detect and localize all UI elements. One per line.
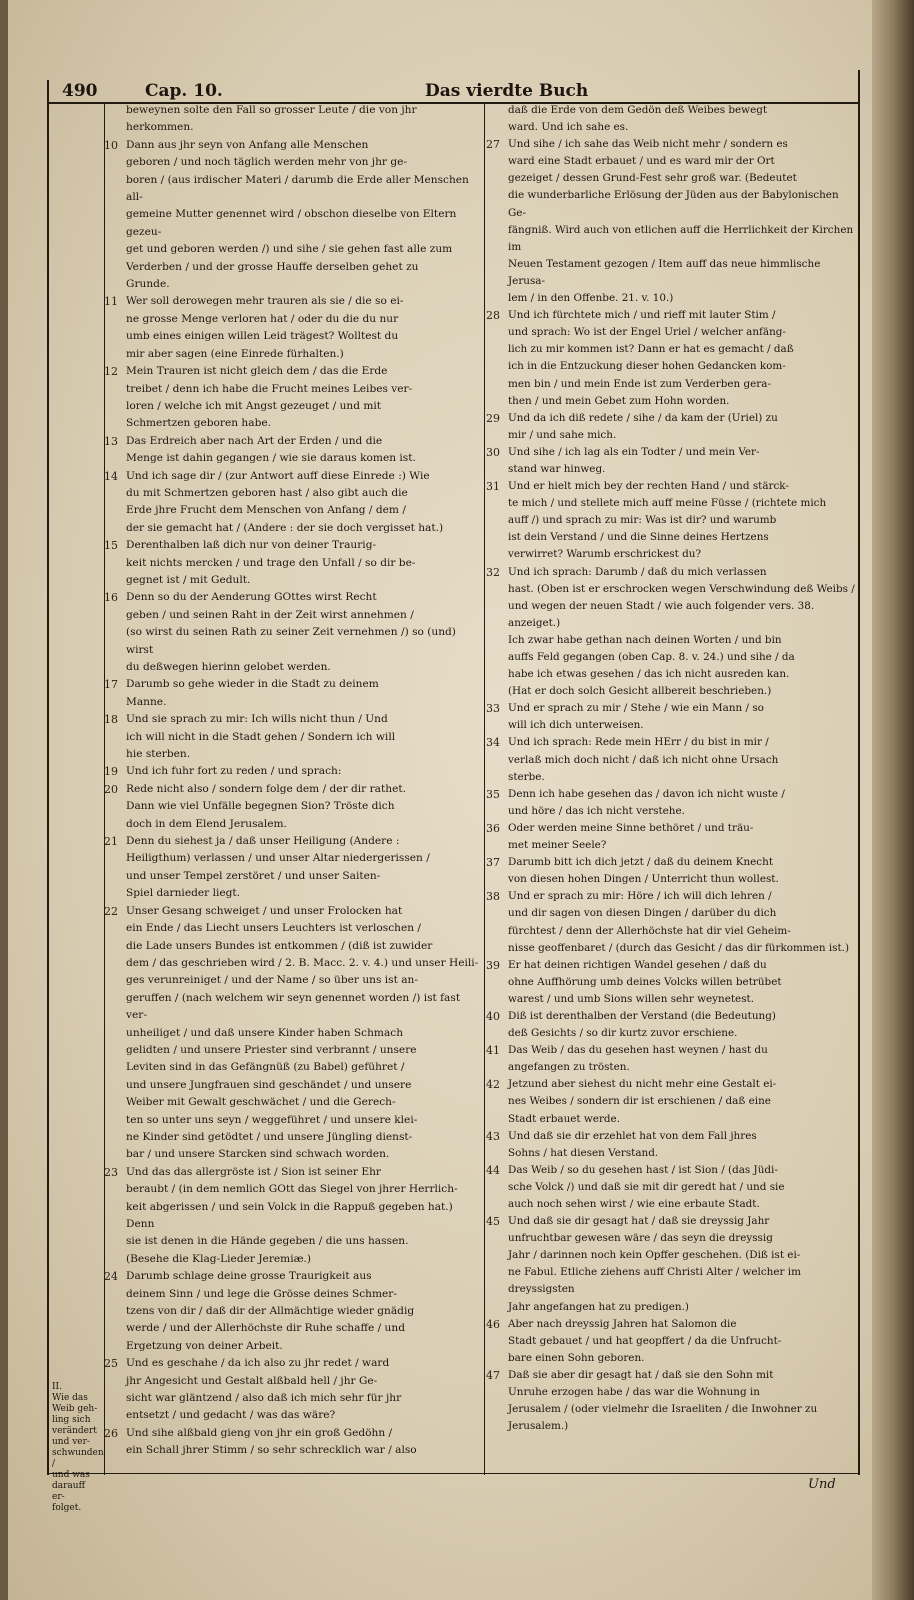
right-text-column — [486, 102, 856, 1472]
verse — [486, 1162, 856, 1213]
verse — [104, 711, 482, 763]
verse — [486, 102, 856, 136]
verse-text: Mein Trauren ist nicht gleich dem / das die Erde treibet / denn ich habe die Frucht meines Leibes ver- loren / welche ich mit Angst gezeuget / und mit Schmertzen geboren habe. — [126, 365, 413, 430]
verse — [104, 468, 482, 538]
verse-number: 16 — [104, 591, 118, 605]
verse — [104, 833, 482, 903]
verse — [486, 957, 856, 1008]
verse-number: 25 — [104, 1357, 118, 1371]
book-title: Das vierdte Buch — [425, 81, 589, 101]
verse-text: Aber nach dreyssig Jahren hat Salomon die Stadt gebauet / und hat geopffert / da die Unfrucht- bare einen Sohn geboren. — [508, 1317, 782, 1364]
verse-text: Und er sprach zu mir / Stehe / wie ein Mann / so will ich dich unterweisen. — [508, 702, 764, 732]
verse-number: 31 — [486, 480, 500, 494]
verse-number: 35 — [486, 787, 500, 801]
verse — [486, 564, 856, 701]
verse-number: 21 — [104, 835, 118, 849]
verse-text: Darumb schlage deine grosse Traurigkeit aus deinem Sinn / und lege die Grösse deines Schmer- tzens von dir / daß dir der Allmächtige wieder gnädig werde / und der Allerhöchste dir Ruhe schaffe / und Ergetzung von deiner Arbeit. — [126, 1270, 415, 1352]
verse-text: Denn so du der Aenderung GOttes wirst Recht geben / und seinen Raht in der Zeit wirst annehmen / (so wirst du seinen Rath zu seiner Zeit vernehmen /) so (und) wirst du deßwegen hierinn gelobet werden. — [126, 591, 456, 673]
verse — [486, 410, 856, 444]
verse-number: 32 — [486, 565, 500, 579]
verse-number: 38 — [486, 890, 500, 904]
verse-number: 26 — [104, 1426, 118, 1440]
verse-text: Dann aus jhr seyn von Anfang alle Menschen geboren / und noch täglich werden mehr von jhr ge- boren / (aus irdischer Materi / darumb die Erde aller Menschen all- gemeine Mutter genennet wird / obschon dieselbe von Eltern gezeu- get und geboren werden /) und sihe / sie gehen fast alle zum Verderben / und der grosse Hauffe derselben gehet zu Grunde. — [126, 138, 469, 291]
verse-text: Diß ist derenthalben der Verstand (die Bedeutung) deß Gesichts / so dir kurtz zuvor erschiene. — [508, 1009, 776, 1040]
verse — [104, 102, 482, 137]
page-number: 490 — [62, 81, 98, 101]
verse-text: Das Weib / das du gesehen hast weynen / hast du angefangen zu trösten. — [508, 1044, 768, 1074]
verse-text: Oder werden meine Sinne bethöret / und träu- met meiner Seele? — [508, 821, 754, 852]
verse-number: 22 — [104, 904, 118, 918]
chapter-heading: Cap. 10. — [145, 81, 223, 101]
verse-number: 46 — [486, 1317, 500, 1331]
verse-text: Das Erdreich aber nach Art der Erden / und die Menge ist dahin gegangen / wie sie daraus komen ist. — [126, 434, 416, 465]
verse-text: Und es geschahe / da ich also zu jhr redet / ward jhr Angesicht und Gestalt alßbald hell / jhr Ge- sicht war gläntzend / also daß ich mich sehr für jhr entsetzt / und gedacht / was das wäre? — [126, 1357, 402, 1422]
verse-text: Denn du siehest ja / daß unser Heiligung (Andere : Heiligthum) verlassen / und unser Altar niedergerissen / und unser Tempel zerstöret / und unser Saiten- Spiel darnieder liegt. — [126, 835, 430, 900]
verse — [104, 293, 482, 363]
verse-text: beweynen solte den Fall so grosser Leute / die von jhr herkommen. — [126, 104, 417, 134]
verse — [104, 1355, 482, 1425]
verse-text: Unser Gesang schweiget / und unser Frolocken hat ein Ende / das Liecht unsers Leuchters ist verloschen / die Lade unsers Bundes ist entkommen / (diß ist zuwider dem / das geschrieben wird / 2. B. Macc. 2. v. 4.) und unser Heili- ges verunreiniget / und der Name / so über uns ist an- geruffen / (nach welchem wir seyn genennet worden /) ist fast ver- unheiliget / und daß unsere Kinder haben Schmach gelidten / und unsere Priester sind verbrannt / unsere Leviten sind in das Gefängnüß (zu Babel) geführet / und unsere Jungfrauen sind geschändet / und unsere Weiber mit Gewalt geschwächet / und die Gerech- ten so unter uns seyn / weggeführet / und unsere klei- ne Kinder sind getödtet / und unsere Jüngling dienst- bar / und unsere Starcken sind schwach worden. — [126, 904, 479, 1161]
left-text-column — [104, 102, 482, 1472]
verse-text: Das Weib / so du gesehen hast / ist Sion / (das Jüdi- sche Volck /) und daß sie mit dir geredt hat / und sie auch noch sehen wirst / wie eine erbaute Stadt. — [508, 1163, 785, 1210]
right-page-edge — [872, 0, 914, 1600]
verse-number: 41 — [486, 1044, 500, 1058]
verse-text: Daß sie aber dir gesagt hat / daß sie den Sohn mit Unruhe erzogen habe / das war die Wohnung in Jerusalem / (oder vielmehr die Israeliten / die Inwohner zu Jerusalem.) — [508, 1368, 818, 1433]
verse-number: 20 — [104, 782, 118, 796]
verse — [104, 589, 482, 676]
outer-frame-left — [47, 80, 49, 1475]
left-page-edge — [0, 0, 8, 1600]
verse-text: Und er sprach zu mir: Höre / ich will dich lehren / und dir sagen von diesen Dingen / darüber du dich fürchtest / denn der Allerhöchste hat dir viel Geheim- nisse geoffenbaret / (durch das Gesicht / das dir fürkommen ist.) — [508, 890, 850, 954]
verse-text: Und da ich diß redete / sihe / da kam der (Uriel) zu mir / und sahe mich. — [508, 411, 778, 441]
margin-note: II. Wie das Weib geh- ling sich verändert und ver- schwunden / und was darauff er- folget. — [52, 1382, 104, 1513]
verse-text: Und sihe / ich lag als ein Todter / und mein Ver- stand war hinweg. — [508, 445, 760, 475]
verse-number: 11 — [104, 295, 118, 309]
verse-text: Rede nicht also / sondern folge dem / der dir rathet. Dann wie viel Unfälle begegnen Sion? Tröste dich doch in dem Elend Jerusalem. — [126, 782, 406, 830]
verse-number: 13 — [104, 434, 118, 448]
verse-text: daß die Erde von dem Gedön deß Weibes bewegt ward. Und ich sahe es. — [508, 104, 768, 134]
verse-text: Darumb so gehe wieder in die Stadt zu deinem Manne. — [126, 678, 379, 708]
verse-text: Und daß sie dir gesagt hat / daß sie dreyssig Jahr unfruchtbar gewesen wäre / das seyn die dreyssig Jahr / darinnen noch kein Opffer geschehen. (Diß ist ei- ne Fabul. Etliche ziehens auff Christi Alter / welcher im dreyssigsten Jahr angefangen hat zu predigen.) — [508, 1215, 801, 1313]
verse — [486, 820, 856, 854]
verse-number: 29 — [486, 411, 500, 425]
verse — [104, 781, 482, 833]
verse-text: Und sie sprach zu mir: Ich wills nicht thun / Und ich will nicht in die Stadt gehen / Sondern ich will hie sterben. — [126, 713, 396, 761]
verse — [486, 786, 856, 820]
verse-number: 34 — [486, 736, 500, 750]
verse-number: 19 — [104, 765, 118, 779]
verse — [486, 1367, 856, 1435]
verse — [104, 763, 482, 780]
verse-number: 47 — [486, 1368, 500, 1382]
verse — [486, 444, 856, 478]
verse — [486, 1042, 856, 1076]
column-divider — [484, 102, 485, 1475]
verse — [104, 903, 482, 1164]
verse-number: 37 — [486, 856, 500, 870]
verse — [486, 1128, 856, 1162]
verse-text: Denn ich habe gesehen das / davon ich nicht wuste / und höre / das ich nicht verstehe. — [508, 787, 785, 817]
verse — [104, 1425, 482, 1460]
verse-number: 33 — [486, 702, 500, 716]
verse-text: Und ich fürchtete mich / und rieff mit lauter Stim / und sprach: Wo ist der Engel Uriel / welcher anfäng- lich zu mir kommen ist? Dann er hat es gemacht / daß ich in die Entzuckung dieser hohen Gedancken kom- men bin / und mein Ende ist zum Verderben gera- then / und mein Gebet zum Hohn worden. — [508, 309, 794, 407]
verse-text: Er hat deinen richtigen Wandel gesehen / daß du ohne Auffhörung umb deines Volcks willen betrübet warest / und umb Sions willen sehr weynetest. — [508, 958, 782, 1005]
verse — [104, 1164, 482, 1268]
verse-text: Jetzund aber siehest du nicht mehr eine Gestalt ei- nes Weibes / sondern dir ist erschienen / daß eine Stadt erbauet werde. — [508, 1078, 777, 1125]
verse — [104, 363, 482, 433]
verse-number: 17 — [104, 678, 118, 692]
verse — [486, 1076, 856, 1127]
verse-text: Und das das allergröste ist / Sion ist seiner Ehr beraubt / (in dem nemlich GOtt das Siegel von jhrer Herrlich- keit abgerissen / und sein Volck in die Rappuß gegeben hat.) Denn sie ist denen in die Hände gegeben / die uns hassen. (Besehe die Klag-Lieder Jeremiæ.) — [126, 1165, 458, 1265]
verse-number: 44 — [486, 1163, 500, 1177]
verse-text: Und ich fuhr fort zu reden / und sprach: — [126, 765, 342, 778]
verse — [486, 1316, 856, 1367]
verse-text: Und daß sie dir erzehlet hat von dem Fall jhres Sohns / hat diesen Verstand. — [508, 1129, 757, 1159]
verse-text: Und ich sage dir / (zur Antwort auff diese Einrede :) Wie du mit Schmertzen geboren hast / also gibt auch die Erde jhre Frucht dem Menschen von Anfang / dem / der sie gemacht hat / (Andere : der sie doch vergisset hat.) — [126, 469, 444, 534]
verse — [486, 734, 856, 785]
verse — [486, 1213, 856, 1316]
verse-number: 12 — [104, 365, 118, 379]
verse-number: 14 — [104, 469, 118, 483]
verse-text: Und sihe / ich sahe das Weib nicht mehr / sondern es ward eine Stadt erbauet / und es ward mir der Ort gezeiget / dessen Grund-Fest sehr groß war. (Bedeutet die wunderbarliche Erlösung der Jüden aus der Babylonischen Ge- fängniß. Wird auch von etlichen auff die Herrlichkeit der Kirchen im Neuen Testament gezogen / Item auff das neue himmlische Jerusa- lem / in den Offenbe. 21. v. 10.) — [508, 138, 854, 305]
catchword: Und — [808, 1477, 836, 1492]
verse — [486, 854, 856, 888]
verse — [104, 433, 482, 468]
verse — [486, 1008, 856, 1042]
verse-text: Und ich sprach: Darumb / daß du mich verlassen hast. (Oben ist er erschrocken wegen Verschwindung deß Weibs / und wegen der neuen Stadt / wie auch folgender vers. 38. anzeiget.) Ich zwar habe gethan nach deinen Worten / und bin auffs Feld gegangen (oben Cap. 8. v. 24.) und sihe / da habe ich etwas gesehen / das ich nicht ausreden kan. (Hat er doch solch Gesicht allbereit beschrieben.) — [508, 565, 855, 698]
verse — [486, 700, 856, 734]
verse-number: 42 — [486, 1078, 500, 1092]
verse-text: Und sihe alßbald gieng von jhr ein groß Gedöhn / ein Schall jhrer Stimm / so sehr schrecklich war / also — [126, 1426, 417, 1457]
outer-frame-right — [858, 70, 860, 1475]
verse-text: Und ich sprach: Rede mein HErr / du bist in mir / verlaß mich doch nicht / daß ich nicht ohne Ursach sterbe. — [508, 736, 779, 783]
verse-text: Derenthalben laß dich nur von deiner Traurig- keit nichts mercken / und trage den Unfall / so dir be- gegnet ist / mit Gedult. — [126, 539, 416, 586]
verse-number — [486, 102, 508, 136]
verse-number: 45 — [486, 1215, 500, 1229]
bottom-rule — [47, 1473, 860, 1474]
verse — [104, 137, 482, 294]
verse — [104, 1268, 482, 1355]
verse-number: 24 — [104, 1270, 118, 1284]
verse — [104, 676, 482, 711]
verse — [486, 888, 856, 956]
verse-number: 27 — [486, 138, 500, 152]
verse-number: 30 — [486, 445, 500, 459]
verse-number: 15 — [104, 539, 118, 553]
verse-number: 18 — [104, 713, 118, 727]
verse — [104, 537, 482, 589]
verse-number: 36 — [486, 821, 500, 835]
verse-number: 28 — [486, 309, 500, 323]
verse-number: 10 — [104, 138, 118, 152]
verse-text: Wer soll derowegen mehr trauren als sie / die so ei- ne grosse Menge verloren hat / oder du die du nur umb eines einigen willen Leid trägest? Wolltest du mir aber sagen (eine Einrede fürhalten.) — [126, 295, 404, 360]
verse-number: 23 — [104, 1165, 118, 1179]
verse-number: 43 — [486, 1129, 500, 1143]
verse-number: 39 — [486, 958, 500, 972]
verse-text: Darumb bitt ich dich jetzt / daß du deinem Knecht von diesen hohen Dingen / Unterricht thun wollest. — [508, 856, 779, 886]
verse — [486, 307, 856, 410]
verse-number — [104, 102, 126, 137]
verse-text: Und er hielt mich bey der rechten Hand / und stärck- te mich / und stellete mich auff meine Füsse / (richtete mich auff /) und sprach zu mir: Was ist dir? und warumb ist dein Verstand / und die Sinne deines Hertzens verwirret? Warumb erschrickest du? — [508, 480, 827, 561]
verse — [486, 478, 856, 563]
verse — [486, 136, 856, 307]
verse-number: 40 — [486, 1009, 500, 1023]
